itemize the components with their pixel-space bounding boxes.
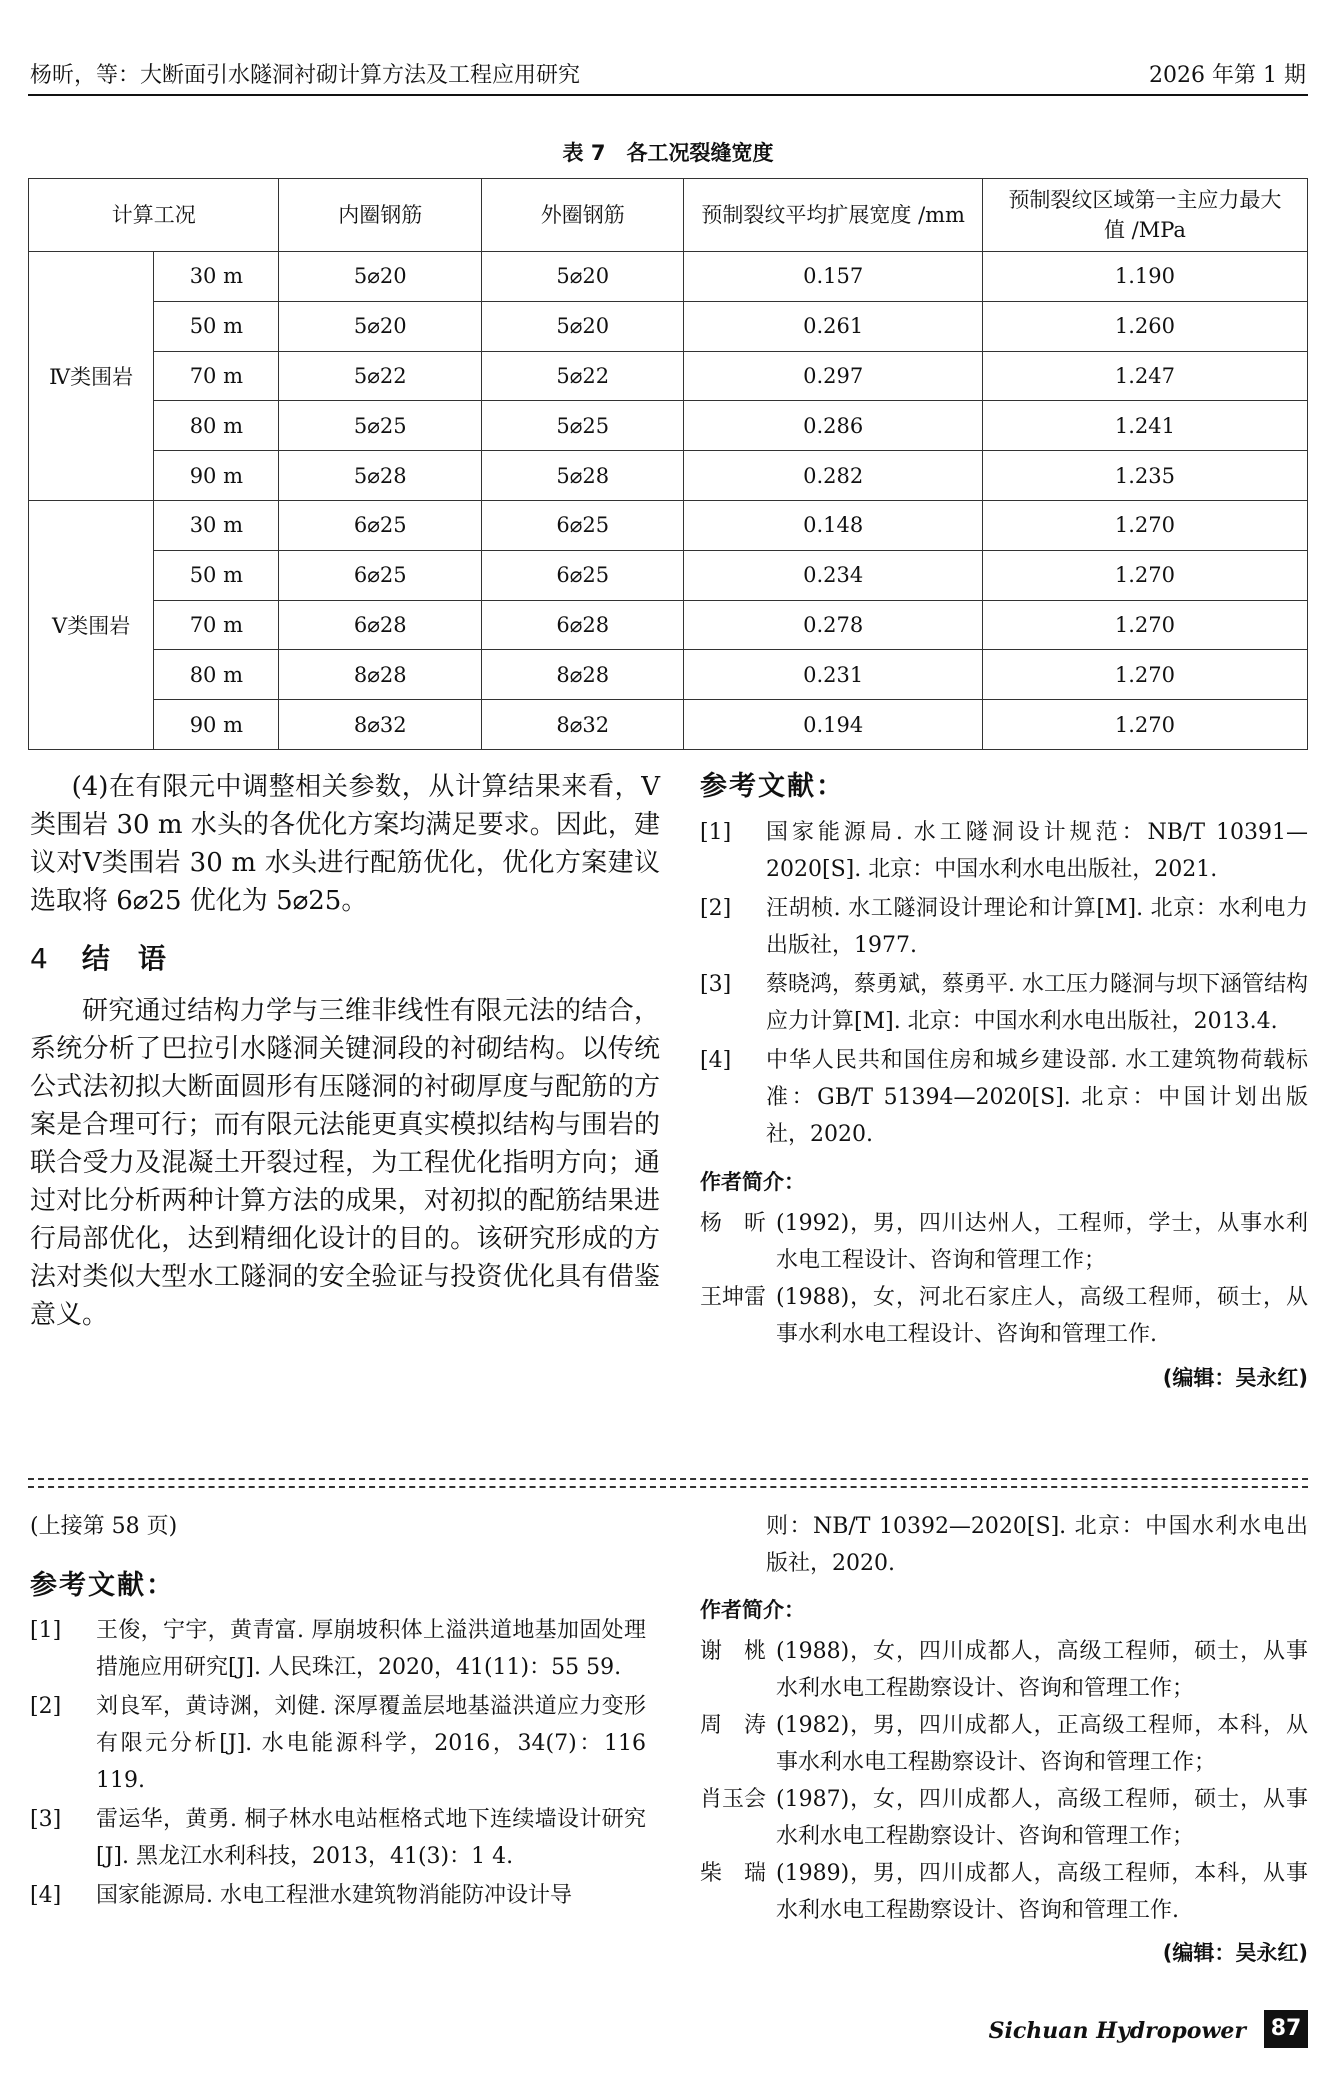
outer-rebar-cell: 5⌀20	[481, 301, 684, 351]
author-bio	[700, 1707, 1308, 1781]
reference-number: [1]	[700, 820, 732, 845]
outer-rebar-cell: 8⌀32	[481, 700, 684, 750]
reference-number: [1]	[30, 1618, 62, 1643]
author-bio	[700, 1855, 1308, 1929]
table-row	[29, 550, 1308, 600]
outer-rebar-cell: 6⌀25	[481, 500, 684, 550]
inner-rebar-cell: 8⌀32	[279, 700, 482, 750]
author-name: 柴 瑞	[700, 1861, 767, 1886]
author-name: 王坤雷	[700, 1285, 767, 1310]
reference-item	[30, 1877, 646, 1914]
principal-stress-cell: 1.260	[982, 301, 1307, 351]
paragraph-conclusion: 研究通过结构力学与三维非线性有限元法的结合，系统分析了巴拉引水隧洞关键洞段的衬砌结构。以传统公式法初拟大断面圆形有压隧洞的衬砌厚度与配筋的方案是合理可行；而有限元法能更真实模拟结构与围岩的联合受力及混凝土开裂过程，为工程优化指明方向；通过对比分析两种计算方法的成果，对初拟的配筋结果进行局部优化，达到精细化设计的目的。该研究形成的方法对类似大型水工隧洞的安全验证与投资优化具有借鉴意义。	[30, 996, 660, 1330]
continued-references-heading: 参考文献：	[30, 1570, 175, 1601]
outer-rebar-cell: 5⌀20	[481, 252, 684, 302]
water-head-cell: 50 m	[154, 301, 279, 351]
col-header-case: 计算工况	[29, 179, 279, 252]
inner-rebar-cell: 6⌀25	[279, 500, 482, 550]
principal-stress-cell: 1.270	[982, 550, 1307, 600]
author-bio	[700, 1205, 1308, 1279]
principal-stress-cell: 1.235	[982, 451, 1307, 501]
author-description: (1989)，男，四川成都人，高级工程师，本科，从事水利水电工程勘察设计、咨询和管理工作.	[776, 1861, 1308, 1923]
reference-text: 刘良军，黄诗渊，刘健. 深厚覆盖层地基溢洪道应力变形有限元分析[J]. 水电能源科学，2016，34(7)：116 119.	[96, 1694, 646, 1793]
reference-item	[700, 1042, 1308, 1153]
author-bio-heading: 作者简介：	[700, 1170, 805, 1194]
inner-rebar-cell: 6⌀25	[279, 550, 482, 600]
author-bio	[700, 1279, 1308, 1353]
water-head-cell: 50 m	[154, 550, 279, 600]
principal-stress-cell: 1.190	[982, 252, 1307, 302]
inner-rebar-cell: 6⌀28	[279, 600, 482, 650]
section-number: 4	[30, 942, 48, 975]
col-header-outer-rebar: 外圈钢筋	[481, 179, 684, 252]
reference-text: 国家能源局. 水工隧洞设计规范：NB/T 10391—2020[S]. 北京：中国水利水电出版社，2021.	[766, 820, 1308, 882]
article-separator	[28, 1478, 1308, 1488]
reference-number: [2]	[30, 1694, 62, 1719]
author-name: 周 涛	[700, 1713, 767, 1738]
reference-item	[700, 814, 1308, 888]
author-name: 肖玉会	[700, 1787, 767, 1812]
author-description: (1988)，女，河北石家庄人，高级工程师，硕士，从事水利水电工程设计、咨询和管理工作.	[776, 1285, 1308, 1347]
table-row	[29, 401, 1308, 451]
crack-width-cell: 0.148	[684, 500, 982, 550]
reference-number: [3]	[700, 972, 732, 997]
table-row	[29, 252, 1308, 302]
water-head-cell: 30 m	[154, 252, 279, 302]
water-head-cell: 80 m	[154, 650, 279, 700]
references-heading: 参考文献：	[700, 771, 845, 802]
continued-right-column	[700, 1508, 1308, 1972]
reference-text: 国家能源局. 水电工程泄水建筑物消能防冲设计导	[96, 1883, 572, 1908]
crack-width-table	[28, 178, 1308, 750]
section-heading-conclusion	[30, 940, 660, 978]
table-row	[29, 700, 1308, 750]
reference-text: 中华人民共和国住房和城乡建设部. 水工建筑物荷载标准：GB/T 51394—2020[S]. 北京：中国计划出版社，2020.	[766, 1048, 1308, 1147]
section-title: 结 语	[81, 942, 166, 975]
crack-width-cell: 0.231	[684, 650, 982, 700]
continued-author-bio-heading: 作者简介：	[700, 1598, 805, 1622]
table-row	[29, 500, 1308, 550]
col-header-inner-rebar: 内圈钢筋	[279, 179, 482, 252]
reference-item	[30, 1688, 646, 1799]
reference-item	[700, 966, 1308, 1040]
rock-class-cell: Ⅳ类围岩	[29, 252, 154, 501]
outer-rebar-cell: 6⌀28	[481, 600, 684, 650]
principal-stress-cell: 1.270	[982, 600, 1307, 650]
principal-stress-cell: 1.270	[982, 500, 1307, 550]
continued-note: (上接第 58 页)	[30, 1514, 178, 1539]
outer-rebar-cell: 5⌀22	[481, 351, 684, 401]
reference-text: 蔡晓鸿，蔡勇斌，蔡勇平. 水工压力隧洞与坝下涵管结构应力计算[M]. 北京：中国水利水电出版社，2013.4.	[766, 972, 1308, 1034]
inner-rebar-cell: 5⌀25	[279, 401, 482, 451]
author-name: 谢 桃	[700, 1639, 767, 1664]
reference-number: [2]	[700, 896, 732, 921]
right-column	[700, 768, 1308, 1397]
col-header-principal-stress: 预制裂纹区域第一主应力最大值 /MPa	[982, 179, 1307, 252]
outer-rebar-cell: 5⌀28	[481, 451, 684, 501]
editor-note: (编辑：吴永红)	[1162, 1366, 1308, 1390]
rock-class-cell: Ⅴ类围岩	[29, 500, 154, 749]
crack-width-cell: 0.278	[684, 600, 982, 650]
author-bio	[700, 1633, 1308, 1707]
left-column	[30, 768, 660, 1334]
table-row	[29, 600, 1308, 650]
table-header-row	[29, 179, 1308, 252]
crack-width-cell: 0.261	[684, 301, 982, 351]
header-rule	[28, 94, 1308, 96]
continued-editor-note: (编辑：吴永红)	[1162, 1941, 1308, 1965]
table-row	[29, 301, 1308, 351]
crack-width-cell: 0.286	[684, 401, 982, 451]
crack-width-cell: 0.234	[684, 550, 982, 600]
author-description: (1988)，女，四川成都人，高级工程师，硕士，从事水利水电工程勘察设计、咨询和管理工作；	[776, 1639, 1308, 1701]
table-row	[29, 650, 1308, 700]
table-row	[29, 451, 1308, 501]
water-head-cell: 90 m	[154, 451, 279, 501]
inner-rebar-cell: 5⌀20	[279, 252, 482, 302]
reference-text: 王俊，宁宇，黄青富. 厚崩坡积体上溢洪道地基加固处理措施应用研究[J]. 人民珠江，2020，41(11)：55 59.	[96, 1618, 646, 1680]
outer-rebar-cell: 6⌀25	[481, 550, 684, 600]
author-description: (1987)，女，四川成都人，高级工程师，硕士，从事水利水电工程勘察设计、咨询和管理工作；	[776, 1787, 1308, 1849]
page-number: 87	[1264, 2010, 1308, 2048]
crack-width-cell: 0.297	[684, 351, 982, 401]
water-head-cell: 80 m	[154, 401, 279, 451]
inner-rebar-cell: 5⌀22	[279, 351, 482, 401]
reference-text: 汪胡桢. 水工隧洞设计理论和计算[M]. 北京：水利电力出版社，1977.	[766, 896, 1308, 958]
author-bio	[700, 1781, 1308, 1855]
crack-width-cell: 0.157	[684, 252, 982, 302]
water-head-cell: 30 m	[154, 500, 279, 550]
water-head-cell: 90 m	[154, 700, 279, 750]
crack-width-cell: 0.282	[684, 451, 982, 501]
crack-width-cell: 0.194	[684, 700, 982, 750]
author-name: 杨 昕	[700, 1211, 767, 1236]
paragraph-optimization: (4)在有限元中调整相关参数，从计算结果来看，Ⅴ类围岩 30 m 水头的各优化方案均满足要求。因此，建议对Ⅴ类围岩 30 m 水头进行配筋优化，优化方案建议选取将 6⌀25 优化为 5⌀25。	[30, 772, 660, 916]
reference-item	[30, 1801, 646, 1875]
principal-stress-cell: 1.247	[982, 351, 1307, 401]
table-row	[29, 351, 1308, 401]
inner-rebar-cell: 5⌀20	[279, 301, 482, 351]
water-head-cell: 70 m	[154, 600, 279, 650]
reference-number: [4]	[30, 1883, 62, 1908]
water-head-cell: 70 m	[154, 351, 279, 401]
outer-rebar-cell: 8⌀28	[481, 650, 684, 700]
author-description: (1992)，男，四川达州人，工程师，学士，从事水利水电工程设计、咨询和管理工作；	[776, 1211, 1308, 1273]
reference-continuation: 则：NB/T 10392—2020[S]. 北京：中国水利水电出版社，2020.	[766, 1514, 1308, 1576]
inner-rebar-cell: 5⌀28	[279, 451, 482, 501]
reference-number: [3]	[30, 1807, 62, 1832]
author-description: (1982)，男，四川成都人，正高级工程师，本科，从事水利水电工程勘察设计、咨询和管理工作；	[776, 1713, 1308, 1775]
outer-rebar-cell: 5⌀25	[481, 401, 684, 451]
table-caption: 表 7 各工况裂缝宽度	[562, 141, 774, 165]
reference-text: 雷运华，黄勇. 桐子林水电站框格式地下连续墙设计研究[J]. 黑龙江水利科技，2013，41(3)：1 4.	[96, 1807, 646, 1869]
principal-stress-cell: 1.270	[982, 700, 1307, 750]
principal-stress-cell: 1.270	[982, 650, 1307, 700]
running-header-issue: 2026 年第 1 期	[1149, 63, 1306, 88]
reference-item	[30, 1612, 646, 1686]
col-header-crack-width: 预制裂纹平均扩展宽度 /mm	[684, 179, 982, 252]
principal-stress-cell: 1.241	[982, 401, 1307, 451]
running-header-title: 杨昕，等：大断面引水隧洞衬砌计算方法及工程应用研究	[30, 63, 581, 88]
continued-left-column	[30, 1508, 646, 1916]
reference-number: [4]	[700, 1048, 732, 1073]
reference-item	[700, 890, 1308, 964]
inner-rebar-cell: 8⌀28	[279, 650, 482, 700]
journal-name: Sichuan Hydropower	[988, 2018, 1246, 2044]
